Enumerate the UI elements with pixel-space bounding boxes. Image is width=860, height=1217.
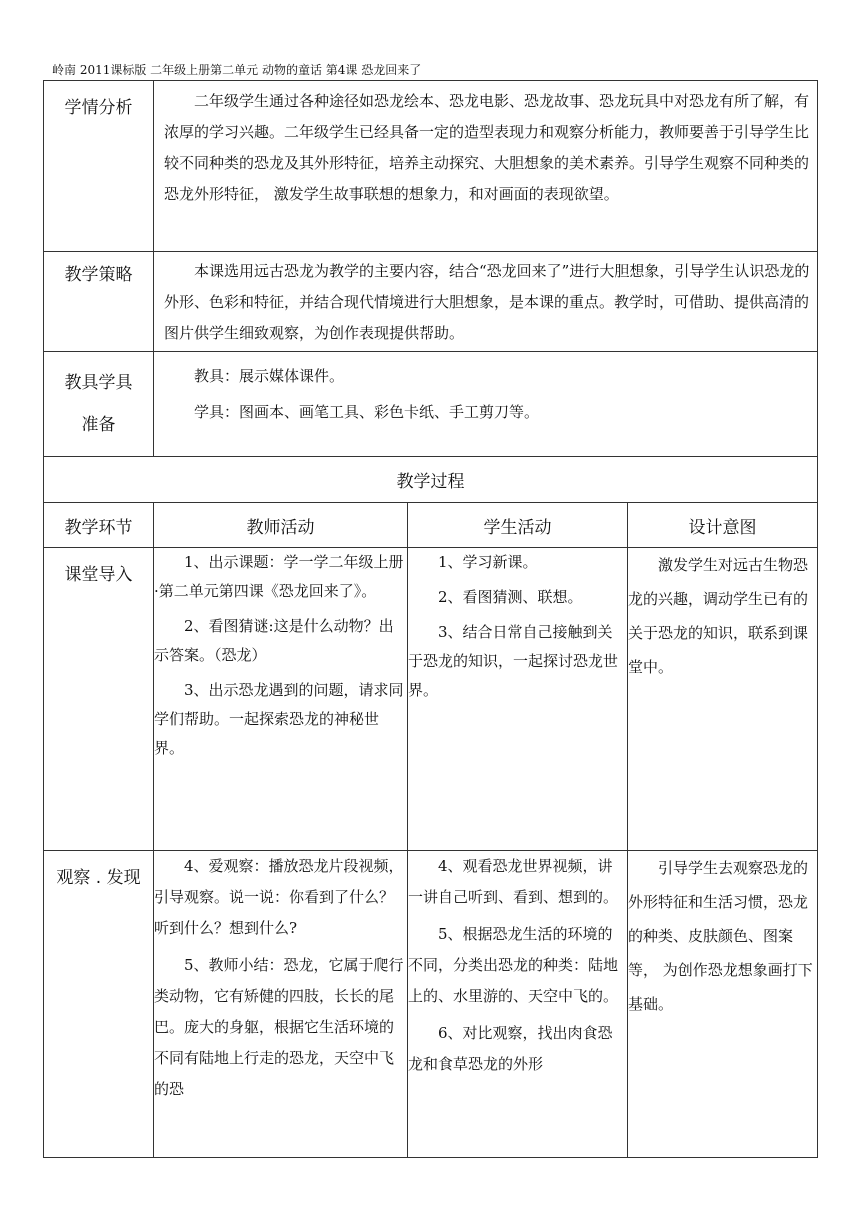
process-title: 教学过程 [44,457,818,503]
tools-teacher: 教具：展示媒体课件。 [194,367,345,385]
col-student: 学生活动 [408,503,628,548]
student-item: 6、对比观察，找出肉食恐龙和食草恐龙的外形 [408,1024,613,1073]
col-stage: 教学环节 [44,503,154,548]
strategy-text: 本课选用远古恐龙为教学的主要内容，结合“恐龙回来了”进行大胆想象，引导学生认识恐龙的外形、色彩和特征，并结合现代情境进行大胆想象，是本课的重点。教学时，可借助、提供高清的图片供学生细致观察，为创作表现提供帮助。 [164,262,810,342]
strategy-row [44,252,818,352]
intent-text: 引导学生去观察恐龙的外形特征和生活习惯，恐龙的种类、皮肤颜色、图案等， 为创作恐龙想象画打下基础。 [628,859,813,1013]
stage-label: 观察 . 发现 [44,851,154,1158]
student-activity [408,851,628,1158]
student-item: 5、根据恐龙生活的环境的不同，分类出恐龙的种类：陆地上的、水里游的、天空中飞的。 [408,925,619,1005]
strategy-cell [154,252,818,352]
analysis-text: 二年级学生通过各种途径如恐龙绘本、恐龙电影、恐龙故事、恐龙玩具中对恐龙有所了解，有浓厚的学习兴趣。二年级学生已经具备一定的造型表现力和观察分析能力，教师要善于引导学生比较不同种类的恐龙及其外形特征，培养主动探究、大胆想象的美术素养。引导学生观察不同种类的恐龙外形特征， 激发学生故事联想的想象力，和对画面的表现欲望。 [164,92,810,203]
col-intent: 设计意图 [628,503,818,548]
student-item: 4、观看恐龙世界视频，讲一讲自己听到、看到、想到的。 [408,857,619,906]
strategy-label: 教学策略 [44,252,154,352]
process-title-row [44,457,818,503]
analysis-row [44,81,818,252]
teacher-item: 4、爱观察：播放恐龙片段视频，引导观察。说一说：你看到了什么？听到什么？想到什么? [154,857,404,937]
stage-label: 课堂导入 [44,548,154,851]
lesson-plan-table [43,80,818,1158]
student-item: 2、看图猜测、联想。 [438,588,583,606]
student-item: 1、学习新课。 [438,553,538,571]
teacher-item: 3、出示恐龙遇到的问题，请求同学们帮助。一起探索恐龙的神秘世界。 [154,681,404,757]
table-row [44,548,818,851]
page-header: 岭南 2011课标版 二年级上册第二单元 动物的童话 第4课 恐龙回来了 [52,63,422,77]
teacher-activity [154,548,408,851]
tools-row [44,352,818,457]
design-intent [628,851,818,1158]
tools-student: 学具：图画本、画笔工具、彩色卡纸、手工剪刀等。 [194,403,540,421]
intent-text: 激发学生对远古生物恐龙的兴趣，调动学生已有的关于恐龙的知识，联系到课堂中。 [628,556,809,676]
teacher-item: 5、教师小结：恐龙，它属于爬行类动物，它有矫健的四肢，长长的尾巴。庞大的身躯，根据它生活环境的不同有陆地上行走的恐龙，天空中飞的恐 [154,956,404,1098]
col-teacher: 教师活动 [154,503,408,548]
table-row [44,851,818,1158]
teacher-item: 2、看图猜谜:这是什么动物？出示答案。（恐龙） [154,617,394,664]
student-item: 3、结合日常自己接触到关于恐龙的知识，一起探讨恐龙世界。 [408,623,619,699]
analysis-cell [154,81,818,252]
tools-label: 教具学具 准备 [44,352,154,457]
analysis-label: 学情分析 [44,81,154,252]
column-header-row [44,503,818,548]
teacher-activity [154,851,408,1158]
tools-cell [154,352,818,457]
student-activity [408,548,628,851]
teacher-item: 1、出示课题：学一学二年级上册 ·第二单元第四课《恐龙回来了》。 [154,553,404,600]
design-intent [628,548,818,851]
